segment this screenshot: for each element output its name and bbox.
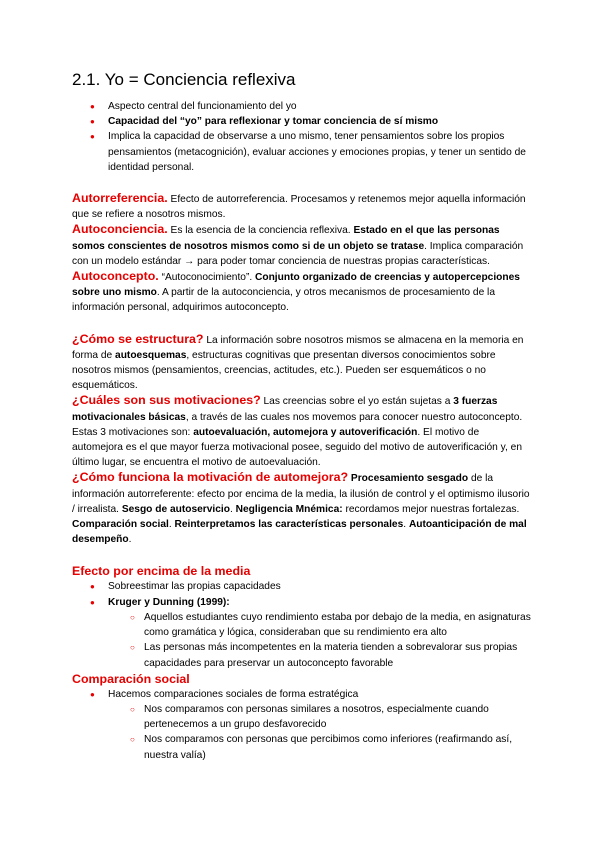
comparacion-bullet-list bbox=[72, 687, 532, 763]
automejora-paragraph: ¿Cómo funciona la motivación de automejora? Procesamiento sesgado de la información autorreferente: efecto por encima de la media, la ilusión de control y el optimismo ilusorio / irrealista. Sesgo de autoservicio. Negligencia Mnémica: recordamos mejor nuestras fortalezas. Comparación social. Reinterpretamos las características personales. Autoanticipación de mal desempeño. bbox=[72, 470, 530, 546]
autoconcepto-paragraph: Autoconcepto. “Autoconocimiento”. Conjunto organizado de creencias y autopercepciones sobre uno mismo. A partir de la autoconciencia, y otros mecanismos de procesamiento de la información personal, adquirimos autoconcepto. bbox=[72, 269, 520, 314]
efecto-bullet-list bbox=[72, 579, 532, 670]
circle-bullet-icon: ○ bbox=[130, 704, 135, 714]
list-item: ● Capacidad del “yo” para reflexionar y tomar conciencia de sí mismo bbox=[72, 114, 532, 129]
list-item: ● Sobreestimar las propias capacidades bbox=[72, 579, 532, 594]
bullet-icon: ● bbox=[90, 582, 95, 592]
question-automejora: ¿Cómo funciona la motivación de automejora? bbox=[72, 470, 349, 485]
autoconciencia-paragraph: Autoconciencia. Es la esencia de la conciencia reflexiva. Estado en el que las personas somos conscientes de nosotros mismos como si de un objeto se tratase. Implica comparación con un modelo estándar → para poder tomar conciencia de nuestras propias características. bbox=[72, 222, 524, 267]
heading-efecto: Efecto por encima de la media bbox=[72, 564, 251, 579]
bullet-icon: ● bbox=[90, 132, 95, 142]
bullet-icon: ● bbox=[90, 597, 95, 607]
list-item: ● Aspecto central del funcionamiento del yo bbox=[72, 99, 532, 114]
term-autoconcepto: Autoconcepto. bbox=[72, 269, 159, 284]
bullet-icon: ● bbox=[90, 689, 95, 699]
list-item: ● Kruger y Dunning (1999): ○ Aquellos estudiantes cuyo rendimiento estaba por debajo de la media, en asignaturas como gramática y lógica, consideraban que su rendimiento era alto ○ Las personas más incompetentes en la materia tienden a sobrevalorar sus propias capacidades para preservar un autoconcepto favorable bbox=[72, 595, 532, 671]
list-item: ○ Aquellos estudiantes cuyo rendimiento estaba por debajo de la media, en asignaturas como gramática y lógica, consideraban que su rendimiento era alto bbox=[130, 611, 531, 639]
term-autoconciencia: Autoconciencia. bbox=[72, 222, 168, 237]
list-item: ● Hacemos comparaciones sociales de forma estratégica ○ Nos comparamos con personas similares a nosotros, especialmente cuando pertenecemos a un grupo desfavorecido ○ Nos comparamos con personas que percibimos como inferiores (reafirmando así, nuestra valía) bbox=[72, 687, 532, 763]
bullet-icon: ● bbox=[90, 102, 95, 111]
circle-bullet-icon: ○ bbox=[130, 735, 135, 745]
intro-bullet-list bbox=[72, 99, 532, 175]
list-item: ● Implica la capacidad de observarse a uno mismo, tener pensamientos sobre los propios pensamientos (metacognición), evaluar acciones y emociones propias, y tener un sentido de identidad personal. bbox=[90, 131, 526, 173]
heading-comparacion: Comparación social bbox=[72, 671, 190, 686]
autorreferencia-paragraph: Autorreferencia. Efecto de autorreferencia. Procesamos y retenemos mejor aquella información que se refiere a nosotros mismos. bbox=[72, 191, 526, 221]
question-estructura: ¿Cómo se estructura? bbox=[72, 331, 204, 346]
page-title: 2.1. Yo = Conciencia reflexiva bbox=[72, 70, 296, 89]
estructura-paragraph: ¿Cómo se estructura? La información sobre nosotros mismos se almacena en la memoria en forma de autoesquemas, estructuras cognitivas que presentan diversos conocimientos sobre nosotros mismos (pensamientos, creencias, actitudes, etc.). Pueden ser esquemáticos o no esquemáticos. bbox=[72, 331, 524, 392]
list-item: ○ Nos comparamos con personas similares a nosotros, especialmente cuando pertenecemos a un grupo desfavorecido bbox=[130, 703, 489, 731]
question-motivaciones: ¿Cuáles son sus motivaciones? bbox=[72, 393, 261, 408]
term-autorreferencia: Autorreferencia. bbox=[72, 191, 168, 206]
motivaciones-paragraph: ¿Cuáles son sus motivaciones? Las creencias sobre el yo están sujetas a 3 fuerzas motivacionales básicas, a través de las cuales nos movemos para conocer nuestro autoconcepto. Estas 3 motivaciones son: autoevaluación, automejora y autoverificación. El motivo de automejora es el que mayor fuerza motivacional posee, seguido del motivo de autoverificación y, en último lugar, se encuentra el motivo de autoevaluación. bbox=[72, 393, 523, 469]
bullet-icon: ● bbox=[90, 117, 95, 127]
comparacion-sub-list bbox=[72, 702, 532, 763]
list-item: ○ Nos comparamos con personas que percibimos como inferiores (reafirmando así, nuestra valía) bbox=[130, 734, 513, 761]
document-page bbox=[72, 70, 532, 763]
list-item: ○ Las personas más incompetentes en la materia tienden a sobrevalorar sus propias capacidades para preservar un autoconcepto favorable bbox=[130, 642, 518, 669]
circle-bullet-icon: ○ bbox=[130, 612, 135, 622]
efecto-sub-list bbox=[72, 610, 532, 671]
circle-bullet-icon: ○ bbox=[130, 643, 135, 653]
